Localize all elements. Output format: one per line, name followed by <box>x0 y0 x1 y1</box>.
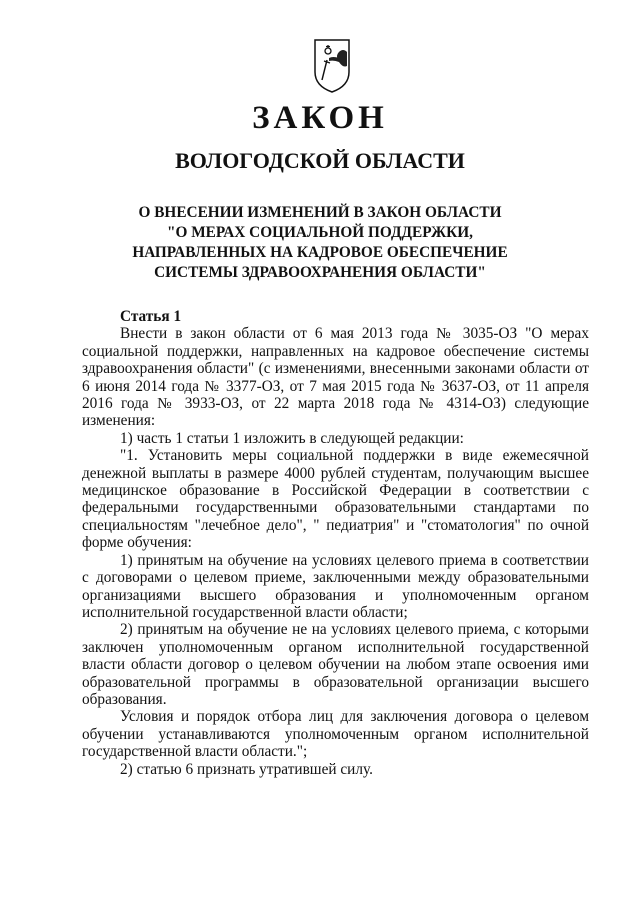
paragraph: Внести в закон области от 6 мая 2013 года № 3035-ОЗ "О мерах социальной поддержки, направленных на кадровое обеспечение системы здравоохранения области" (с изменениями, внесенными законами области от 6 июня 2014 года № 3377-ОЗ, от 7 мая 2015 года № 3637-ОЗ, от 11 апреля 2016 года № 3933-ОЗ, от 22 марта 2018 года № 4314-ОЗ) следующие изменения: <box>82 325 589 430</box>
paragraph: 1) часть 1 статьи 1 изложить в следующей редакции: <box>120 429 464 447</box>
law-title <box>0 203 640 283</box>
article-heading: Статья 1 <box>120 308 182 325</box>
paragraph: Условия и порядок отбора лиц для заключения договора о целевом обучении устанавливаются уполномоченным органом исполнительной государственной власти области."; <box>82 708 589 761</box>
paragraph: 2) принятым на обучение не на условиях целевого приема, с которыми заключен уполномоченным органом исполнительной государственной власти области договор о целевом обучении на любом этапе освоения ими образовательной программы в образовательной организации высшего образования. <box>82 621 589 708</box>
law-title-line: НАПРАВЛЕННЫХ НА КАДРОВОЕ ОБЕСПЕЧЕНИЕ <box>132 244 508 261</box>
paragraph: "1. Установить меры социальной поддержки в виде ежемесячной денежной выплаты в размере 4000 рублей студентам, получающим высшее медицинское образование в Российской Федерации в соответствии с федеральными государственными образовательными стандартами по специальностям "лечебное дело", " педиатрия" и "стоматология" по очной форме обучения: <box>82 447 589 552</box>
coat-of-arms-emblem <box>309 36 355 94</box>
law-title-line: СИСТЕМЫ ЗДРАВООХРАНЕНИЯ ОБЛАСТИ" <box>154 264 486 281</box>
document-body <box>82 308 589 778</box>
law-title-line: "О МЕРАХ СОЦИАЛЬНОЙ ПОДДЕРЖКИ, <box>166 224 473 241</box>
paragraph: 2) статью 6 признать утратившей силу. <box>120 760 373 778</box>
law-title-line: О ВНЕСЕНИИ ИЗМЕНЕНИЙ В ЗАКОН ОБЛАСТИ <box>138 204 502 221</box>
document-type-title: ЗАКОН <box>252 100 388 136</box>
region-title: ВОЛОГОДСКОЙ ОБЛАСТИ <box>175 148 465 173</box>
paragraph: 1) принятым на обучение на условиях целевого приема в соответствии с договорами о целевом приеме, заключенными между образовательными организациями высшего образования и уполномоченным органом исполнительной государственной власти области; <box>82 551 589 621</box>
